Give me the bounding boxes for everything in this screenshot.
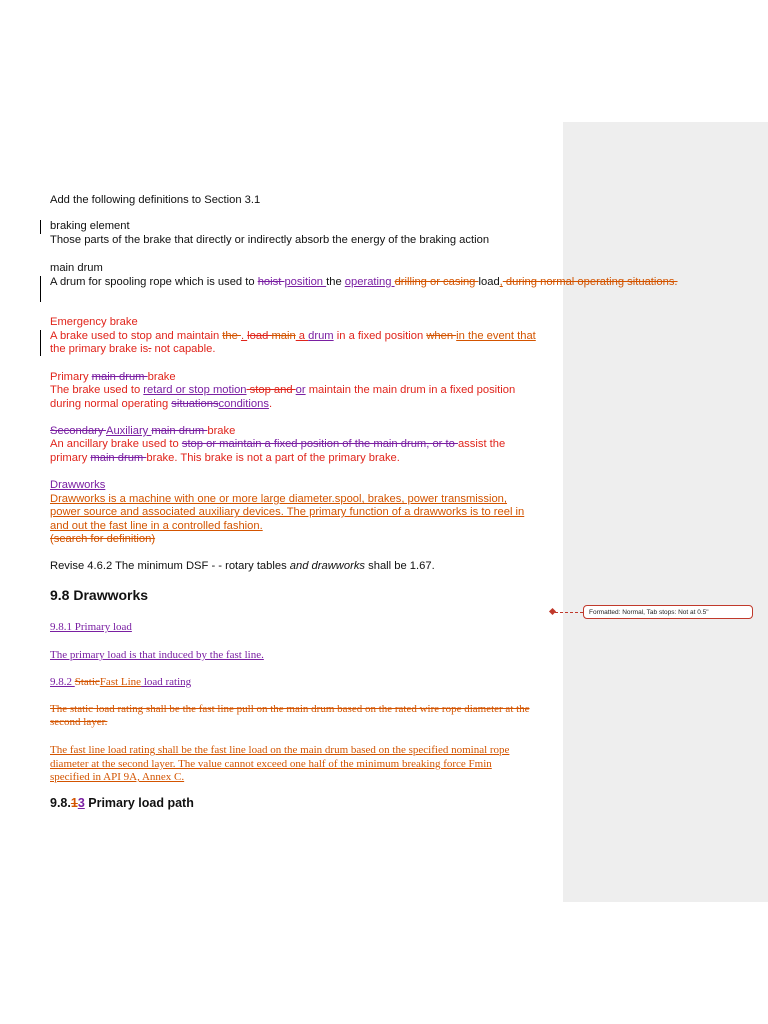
change-bar [40,330,41,356]
deleted-text: main drum [91,371,148,383]
inserted-text: , [499,276,503,288]
text-run: brake. This brake is not a part of the primary brake. [146,452,400,464]
primary-brake-definition-line2 [50,398,272,412]
deleted-text: the [222,330,241,342]
text-run: An ancillary brake used to [50,438,182,450]
inserted-text: load rating [141,676,192,688]
section-9-8-2-deleted-line1: The static load rating shall be the fast line pull on the main drum based on the rated wire rope diameter at the [50,703,530,715]
inserted-text: operating [344,276,395,288]
change-bar [40,276,41,302]
comment-margin-pane [563,122,768,902]
section-9-8-2-deleted-line2: second layer. [50,716,108,728]
italic-text: and drawworks [289,560,366,572]
primary-brake-term [50,371,176,385]
emergency-brake-definition-line2 [50,343,215,357]
inserted-text: . [240,330,248,342]
deleted-text: Secondary [50,425,106,437]
comment-margin-title [598,145,601,157]
section-9-8-1-heading: 9.8.1 Primary load [50,621,132,633]
primary-brake-definition-line1 [50,384,515,398]
text-run: The brake used to [50,384,144,396]
drawworks-definition-line1: Drawworks is a machine with one or more large diameter.spool, brakes, power transmission, [50,493,508,505]
formatting-comment[interactable]: Formatted: Normal, Tab stops: Not at 0.5" [583,605,753,619]
inserted-text: a [295,330,309,342]
text-run: maintain the main drum in a fixed position [305,384,516,396]
deleted-text: stop and [246,384,296,396]
secondary-brake-definition-line2 [50,452,400,466]
section-9-8-3-heading [50,796,194,810]
deleted-text: hoist [257,276,285,288]
intro-text: Add the following definitions to Section 3.1 [50,194,261,206]
deleted-text: stop or maintain a fixed position of the main drum, or to [181,438,458,450]
text-run: assist the [457,438,506,450]
inserted-text: or [295,384,306,396]
deleted-text: main drum [90,452,147,464]
deleted-text: situations [171,398,219,410]
deleted-text: main drum [151,425,208,437]
main-drum-definition [50,276,678,290]
braking-element-term: braking element [50,220,130,232]
deleted-text: load [247,330,272,342]
text-run: during normal operating [50,398,172,410]
section-9-8-heading: 9.8 Drawworks [50,587,149,603]
text-run: Primary load path [84,796,194,810]
deleted-text [503,276,678,288]
section-9-8-2-inserted-line1: The fast line load rating shall be the fast line load on the main drum based on the specified nominal rope [50,744,510,756]
text-run: load [478,276,500,288]
text-run: shall be 1.67. [365,560,435,572]
inserted-text: 3 [77,796,85,810]
text-run: Primary [50,371,92,383]
inserted-text: Fast Line [99,676,142,688]
main-drum-term: main drum [50,262,103,274]
text-run: the [326,276,345,288]
deleted-text: drilling or casing [394,276,479,288]
change-bar [40,220,41,234]
drawworks-term: Drawworks [50,479,106,491]
text-run: during normal operating situations. [502,276,678,288]
text-run: . [268,398,273,410]
inserted-text: retard or stop motion [143,384,247,396]
text-run: brake [207,425,236,437]
revise-text [50,560,435,574]
emergency-brake-term: Emergency brake [50,316,138,328]
drawworks-definition-line3: and out the fast line in a controlled fashion. [50,520,263,532]
text-run: brake [147,371,176,383]
deleted-text: 1 [70,796,78,810]
text-run: 9.8. [50,796,71,810]
deleted-text: main [271,330,296,342]
section-9-8-2-inserted-line2: diameter at the second layer. The value cannot exceed one half of the minimum breaking force Fmin [50,758,492,770]
text-run: A drum for spooling rope which is used to [50,276,258,288]
inserted-text: Auxiliary [105,425,152,437]
text-run: not capable. [151,343,216,355]
text-run: primary [50,452,91,464]
secondary-brake-term [50,425,235,439]
braking-element-definition: Those parts of the brake that directly or indirectly absorb the energy of the braking action [50,234,490,246]
inserted-text: 9.8.2 [50,676,75,688]
section-9-8-2-inserted-line3: specified in API 9A, Annex C. [50,771,185,783]
drawworks-definition-line2: power source and associated auxiliary devices. The primary function of a drawworks is to reel in [50,506,525,518]
drawworks-definition-line4: (search for definition) [50,533,156,545]
text-run: A brake used to stop and maintain [50,330,223,342]
section-9-8-1-body: The primary load is that induced by the fast line. [50,649,264,661]
emergency-brake-definition-line1 [50,330,536,344]
deleted-text: when [426,330,457,342]
secondary-brake-definition-line1 [50,438,505,452]
deleted-text: Static [74,676,100,688]
inserted-text: drum [308,330,334,342]
text-run: the primary brake is [50,343,149,355]
comment-connector [555,612,583,613]
inserted-text: in the event that [456,330,536,342]
text-run: in a fixed position [333,330,427,342]
text-run: Revise 4.6.2 The minimum DSF - - rotary tables [50,560,290,572]
inserted-text: position [284,276,327,288]
section-9-8-2-heading [50,676,191,690]
deleted-text: . [148,343,152,355]
inserted-text: conditions [218,398,269,410]
